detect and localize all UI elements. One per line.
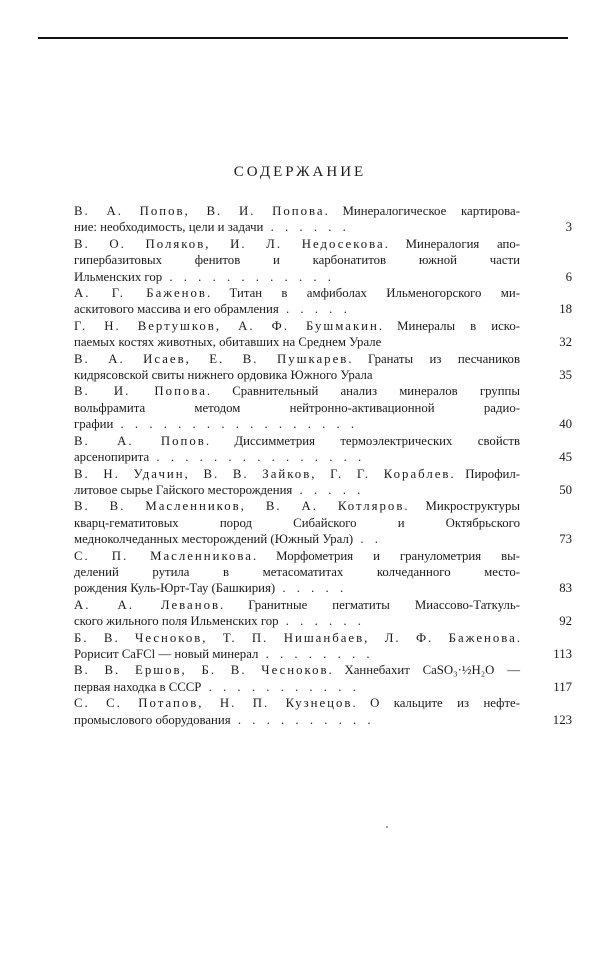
dot-leader: . . . . . <box>292 482 365 497</box>
article-title-text: ского жильного поля Ильменских гор <box>74 614 279 629</box>
toc-line <box>74 531 520 547</box>
dot-leader: . . <box>353 532 382 547</box>
author-names: Б. В. Чесноков, Т. П. Нишанбаев, Л. Ф. Баженова <box>74 630 517 645</box>
dot-leader: . . . . . . . . . . . . . . . <box>149 450 366 465</box>
dot-leader: . . . . . . . . . . <box>230 712 375 727</box>
article-title-text: промыслового оборудования <box>74 712 231 727</box>
page-number: 123 <box>552 712 572 727</box>
article-title-text: рождения Куль-Юрт-Тау (Башкирия) <box>74 581 276 596</box>
toc-entry-text <box>74 203 572 236</box>
toc-entry <box>74 662 572 695</box>
toc-line <box>74 580 520 596</box>
toc-entry-text <box>74 383 572 432</box>
dot-leader: . . . . . <box>278 302 351 317</box>
dot-leader: . . . . . . . . . . . . . . . . . <box>113 417 359 432</box>
article-title-text: . Минералогия апо- <box>384 236 520 251</box>
article-title-text: . <box>516 630 520 645</box>
article-title-text: . Гранаты из песчаников <box>348 351 520 366</box>
toc-entry <box>74 203 572 236</box>
scan-speck <box>386 826 388 828</box>
toc-entry-text <box>74 351 572 384</box>
author-names: В. В. Масленников, В. А. Котляров <box>74 499 405 514</box>
dot-leader: . . . . . . . . . . . . <box>162 269 335 284</box>
article-title-text: . Пирофил- <box>450 466 520 481</box>
toc-entry <box>74 695 572 728</box>
author-names: В. А. Попов <box>74 433 206 448</box>
dot-leader: . . . . . . <box>278 614 365 629</box>
toc-entry-text <box>74 597 572 630</box>
toc-entry <box>74 318 572 351</box>
toc-line <box>74 367 520 383</box>
author-names: В. Н. Удачин, В. В. Зайков, Г. Г. Кораблев <box>74 466 451 481</box>
article-title-text: ние: необходимость, цели и задачи <box>74 220 264 235</box>
toc-entry-text <box>74 236 572 285</box>
author-names: В. О. Поляков, И. Л. Недосекова <box>74 236 385 251</box>
dot-leader: . . . . . . . . <box>258 646 374 661</box>
toc-line <box>74 613 520 629</box>
dot-leader: . . . . . . <box>263 220 350 235</box>
article-title-text: кварц-гематитовых пород Сибайского и Октябрьского <box>74 515 520 530</box>
toc-entry-text <box>74 433 572 466</box>
article-title-text: . Минералогическое картирова- <box>324 204 520 218</box>
toc-entry-text <box>74 662 572 695</box>
toc-entry <box>74 433 572 466</box>
toc-entry-text <box>74 318 572 351</box>
page-number: 83 <box>559 581 572 596</box>
article-title-text: арсенопирита <box>74 450 150 465</box>
page-number: 45 <box>559 450 572 465</box>
toc-line <box>74 301 520 317</box>
article-title-text: Рорисит CaFCl — новый минерал <box>74 646 259 661</box>
toc-line <box>74 466 520 482</box>
article-title-text: . Морфометрия и гранулометрия вы- <box>252 548 520 563</box>
page-number: 92 <box>559 614 572 629</box>
author-names: А. Г. Баженов <box>74 286 207 301</box>
toc-line <box>74 498 520 514</box>
article-title-text: медноколчеданных месторождений (Южный Урал) <box>74 532 354 547</box>
table-of-contents <box>74 203 572 728</box>
author-names: В. А. Попов, В. И. Попова <box>74 204 325 218</box>
toc-line <box>74 695 520 711</box>
toc-line <box>74 351 520 367</box>
toc-entry-text <box>74 285 572 318</box>
article-title-text: . Гранитные пегматиты Миассово-Таткуль- <box>220 597 520 612</box>
toc-line <box>74 482 520 498</box>
toc-line <box>74 515 520 531</box>
toc-line <box>74 679 520 695</box>
toc-entry <box>74 236 572 285</box>
top-rule <box>38 37 568 39</box>
toc-line <box>74 564 520 580</box>
toc-line <box>74 662 520 678</box>
article-title-text: . Минералы в иско- <box>378 318 520 333</box>
page-number: 6 <box>565 269 572 284</box>
article-title-text: . Диссимметрия термоэлектрических свойств <box>205 433 520 448</box>
toc-line <box>74 219 520 235</box>
article-title-text: кидрясовской свиты нижнего ордовика Южного Урала <box>74 368 373 383</box>
article-title-text: Ильменских гор <box>74 269 163 284</box>
article-title-text: . Сравнительный анализ минералов группы <box>206 384 520 399</box>
author-names: С. П. Масленникова <box>74 548 253 563</box>
article-title-text: паемых костях животных, обитавших на Среднем Урале <box>74 335 382 350</box>
toc-entry <box>74 548 572 597</box>
toc-line <box>74 269 520 285</box>
toc-entry-text <box>74 695 572 728</box>
toc-line <box>74 285 520 301</box>
page-number: 73 <box>559 532 572 547</box>
toc-entry <box>74 466 572 499</box>
article-title-text: вольфрамита методом нейтронно-активационной радио- <box>74 400 520 415</box>
toc-entry <box>74 383 572 432</box>
toc-entry <box>74 597 572 630</box>
article-title-text: . Титан в амфиболах Ильменогорского ми- <box>206 286 520 301</box>
toc-line <box>74 400 520 416</box>
author-names: В. И. Попова <box>74 384 207 399</box>
dot-leader: . . . . . <box>275 581 348 596</box>
toc-entry <box>74 351 572 384</box>
toc-line <box>74 203 520 219</box>
toc-line <box>74 712 520 728</box>
toc-entry <box>74 498 572 547</box>
toc-line <box>74 252 520 268</box>
page-number: 117 <box>553 679 572 694</box>
article-title-text: литовое сырье Гайского месторождения <box>74 482 293 497</box>
page-number: 18 <box>559 302 572 317</box>
author-names: В. В. Ершов, Б. В. Чесноков <box>74 663 329 678</box>
toc-line <box>74 433 520 449</box>
article-title-text: графии <box>74 417 114 432</box>
article-title-text: гипербазитовых фенитов и карбонатитов южной части <box>74 253 520 268</box>
page-number: 50 <box>559 482 572 497</box>
toc-entry <box>74 285 572 318</box>
toc-line <box>74 597 520 613</box>
toc-entry-text <box>74 630 572 663</box>
page-number: 40 <box>559 417 572 432</box>
article-title-text: . Ханнебахит CaSO₃·½H₂O — <box>328 663 520 678</box>
page-number: 113 <box>553 646 572 661</box>
article-title-text: делений рутила в метасоматитах колчеданного место- <box>74 564 520 579</box>
page-number: 3 <box>565 220 572 235</box>
article-title-text: . О кальците из нефте- <box>352 696 520 711</box>
toc-line <box>74 449 520 465</box>
toc-line <box>74 334 520 350</box>
toc-entry-text <box>74 548 572 597</box>
toc-entry <box>74 630 572 663</box>
toc-line <box>74 416 520 432</box>
page-number: 32 <box>559 335 572 350</box>
author-names: В. А. Исаев, Е. В. Пушкарев <box>74 351 349 366</box>
toc-line <box>74 630 520 646</box>
page-title: СОДЕРЖАНИЕ <box>233 164 367 180</box>
toc-line <box>74 318 520 334</box>
toc-entry-text <box>74 466 572 499</box>
toc-line <box>74 236 520 252</box>
toc-line <box>74 548 520 564</box>
dot-leader: . . . . . . . . . . . <box>201 679 360 694</box>
author-names: А. А. Леванов <box>74 597 221 612</box>
page-number: 35 <box>559 368 572 383</box>
article-title-text: первая находка в СССР <box>74 679 202 694</box>
toc-entry-text <box>74 498 572 547</box>
author-names: Г. Н. Вертушков, А. Ф. Бушмакин <box>74 318 379 333</box>
toc-line <box>74 383 520 399</box>
article-title-text: аскитового массива и его обрамления <box>74 302 279 317</box>
author-names: С. С. Потапов, Н. П. Кузнецов <box>74 696 353 711</box>
article-title-text: . Микроструктуры <box>404 499 520 514</box>
toc-line <box>74 646 520 662</box>
